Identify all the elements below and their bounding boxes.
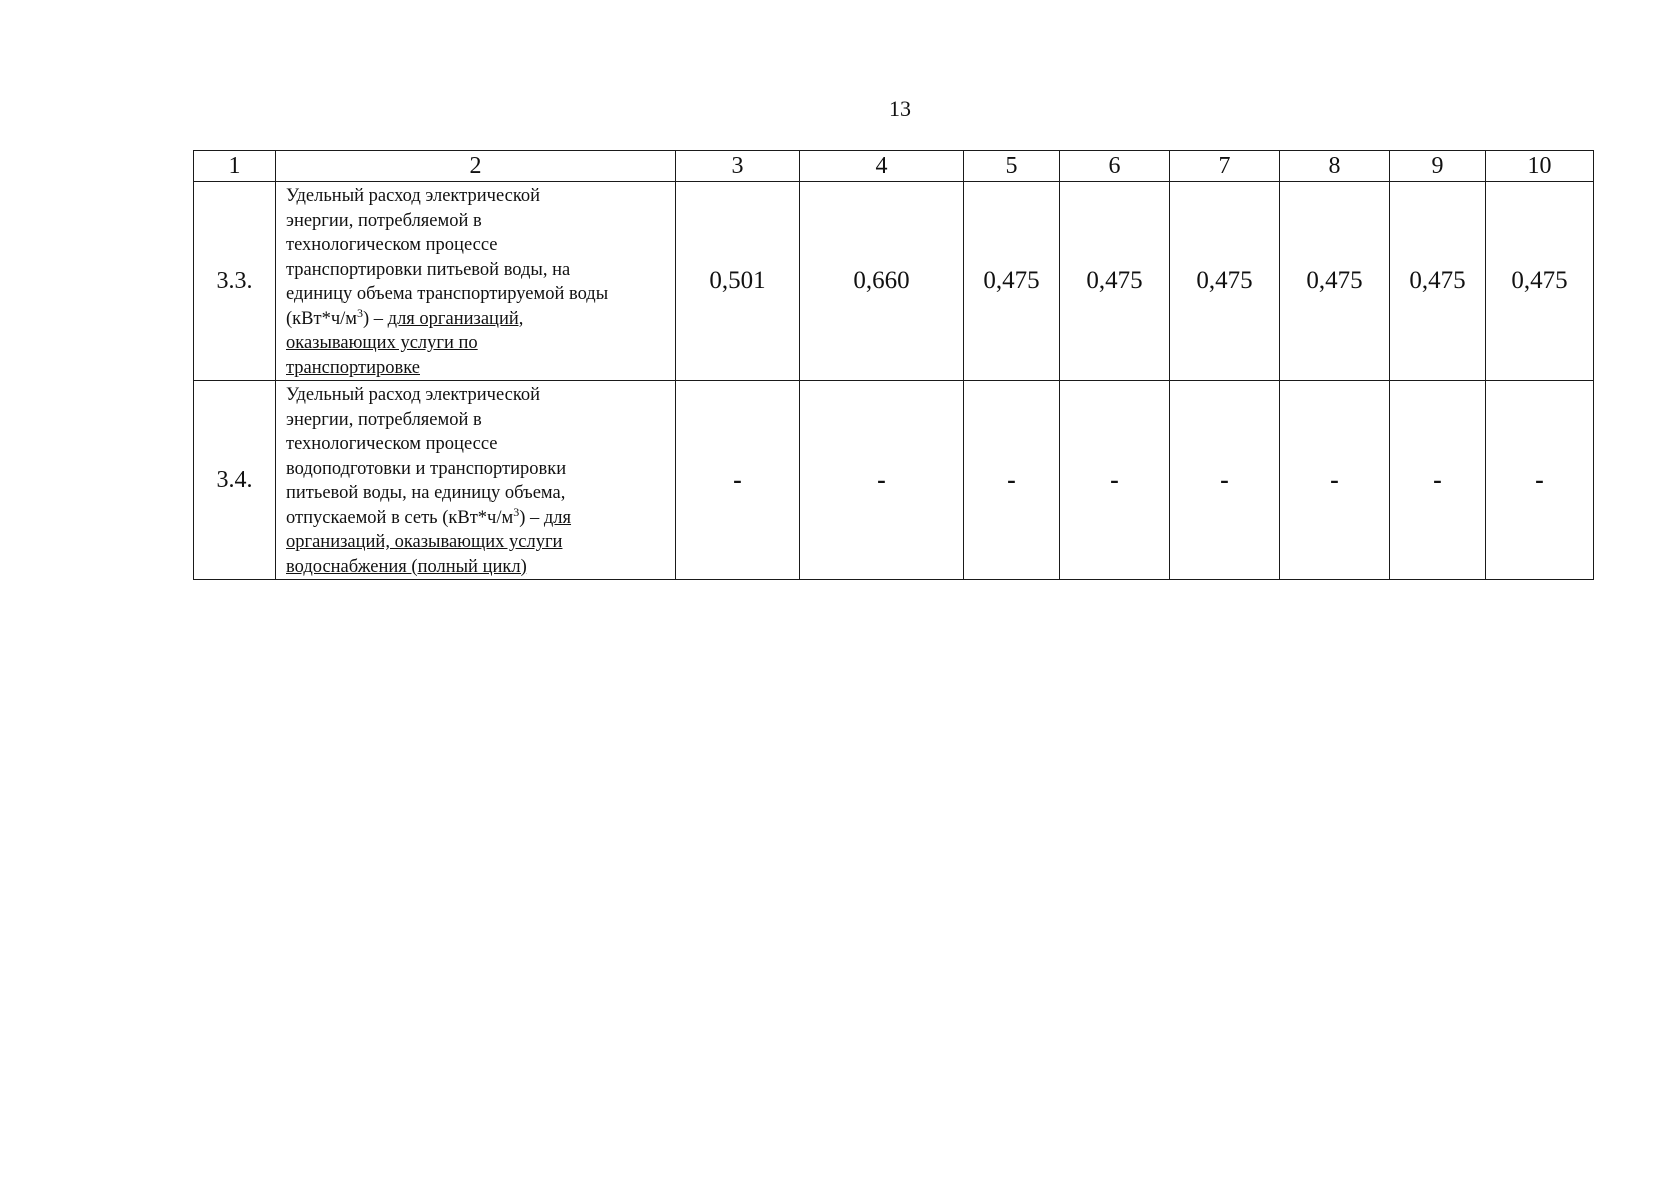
empty-value-dash: - [1060, 381, 1170, 580]
page-number: 13 [889, 96, 911, 121]
description-line: транспортировки питьевой воды, на [286, 259, 571, 280]
table-row [194, 182, 1594, 381]
organization-note: оказывающих услуги по [286, 333, 478, 353]
indicator-table [193, 150, 1594, 580]
empty-value-dash: - [676, 381, 800, 580]
unit-superscript: 3 [513, 504, 520, 519]
value-cell: 0,475 [1060, 182, 1170, 381]
description-line [286, 506, 665, 531]
value-cell: 0,475 [1486, 182, 1594, 381]
unit-text: ) – [362, 308, 388, 329]
description-line: технологическом процессе [286, 235, 498, 255]
organization-note: водоснабжения (полный цикл) [286, 556, 527, 577]
row-description [276, 381, 676, 580]
organization-note: для [543, 507, 572, 528]
value-cell: 0,475 [1280, 182, 1390, 381]
row-number: 3.4. [194, 381, 276, 580]
description-line [286, 307, 665, 332]
organization-note: для организаций, [387, 308, 524, 329]
header-cell: 1 [194, 151, 276, 182]
description-line: технологическом процессе [286, 434, 498, 454]
table-header-row [194, 151, 1594, 182]
empty-value-dash: - [1280, 381, 1390, 580]
header-cell: 8 [1280, 151, 1390, 182]
unit-text: ) – [519, 507, 544, 528]
value-cell: 0,475 [1390, 182, 1486, 381]
header-cell: 10 [1486, 151, 1594, 182]
header-cell: 3 [676, 151, 800, 182]
empty-value-dash: - [800, 381, 964, 580]
header-cell: 2 [276, 151, 676, 182]
table-row [194, 381, 1594, 580]
row-description [276, 182, 676, 381]
description-line: энергии, потребляемой в [286, 210, 482, 231]
header-cell: 4 [800, 151, 964, 182]
empty-value-dash: - [1390, 381, 1486, 580]
unit-text: (кВт*ч/м [286, 308, 357, 329]
empty-value-dash: - [1486, 381, 1594, 580]
description-line: энергии, потребляемой в [286, 409, 482, 430]
empty-value-dash: - [964, 381, 1060, 580]
description-line: единицу объема транспортируемой воды [286, 284, 609, 304]
description-line: питьевой воды, на единицу объема, [286, 483, 566, 503]
description-line: Удельный расход электрической [286, 385, 541, 405]
header-cell: 7 [1170, 151, 1280, 182]
organization-note: организаций, оказывающих услуги [286, 532, 563, 552]
unit-text: отпускаемой в сеть (кВт*ч/м [286, 507, 514, 528]
header-cell: 5 [964, 151, 1060, 182]
row-number: 3.3. [194, 182, 276, 381]
value-cell: 0,501 [676, 182, 800, 381]
empty-value-dash: - [1170, 381, 1280, 580]
value-cell: 0,660 [800, 182, 964, 381]
description-line: водоподготовки и транспортировки [286, 458, 567, 479]
header-cell: 6 [1060, 151, 1170, 182]
header-cell: 9 [1390, 151, 1486, 182]
organization-note: транспортировке [286, 357, 420, 378]
value-cell: 0,475 [964, 182, 1060, 381]
description-line: Удельный расход электрической [286, 186, 541, 206]
unit-superscript: 3 [356, 305, 363, 320]
value-cell: 0,475 [1170, 182, 1280, 381]
